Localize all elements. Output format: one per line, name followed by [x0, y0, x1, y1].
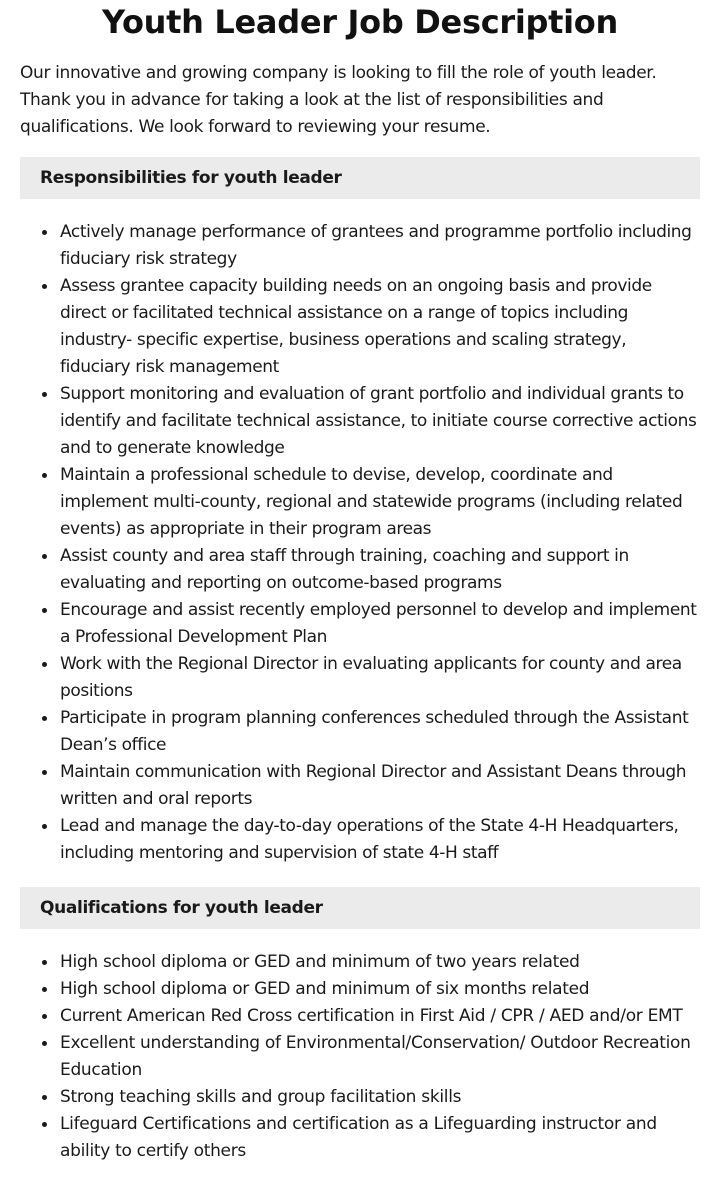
list-item: Work with the Regional Director in evaluating applicants for county and area positions: [60, 651, 700, 705]
responsibilities-list: [20, 219, 700, 867]
list-item: Assist county and area staff through training, coaching and support in evaluating and reporting on outcome-based programs: [60, 543, 700, 597]
list-item: High school diploma or GED and minimum of six months related: [60, 976, 700, 1003]
list-item: Maintain communication with Regional Director and Assistant Deans through written and oral reports: [60, 759, 700, 813]
list-item: Maintain a professional schedule to devise, develop, coordinate and implement multi-county, regional and statewide programs (including related events) as appropriate in their program areas: [60, 462, 700, 543]
list-item: Lead and manage the day-to-day operations of the State 4-H Headquarters, including mentoring and supervision of state 4-H staff: [60, 813, 700, 867]
list-item: Participate in program planning conferences scheduled through the Assistant Dean’s office: [60, 705, 700, 759]
list-item: Support monitoring and evaluation of grant portfolio and individual grants to identify and facilitate technical assistance, to initiate course corrective actions and to generate knowledge: [60, 381, 700, 462]
list-item: Assess grantee capacity building needs on an ongoing basis and provide direct or facilitated technical assistance on a range of topics including industry- specific expertise, business operations and scaling strategy, fiduciary risk management: [60, 273, 700, 381]
list-item: Actively manage performance of grantees and programme portfolio including fiduciary risk strategy: [60, 219, 700, 273]
list-item: High school diploma or GED and minimum of two years related: [60, 949, 700, 976]
list-item: Excellent understanding of Environmental/Conservation/ Outdoor Recreation Education: [60, 1030, 700, 1084]
list-item: Current American Red Cross certification in First Aid / CPR / AED and/or EMT: [60, 1003, 700, 1030]
page-title: Youth Leader Job Description: [102, 3, 618, 41]
qualifications-heading: Qualifications for youth leader: [20, 887, 700, 929]
list-item: Encourage and assist recently employed personnel to develop and implement a Professional Development Plan: [60, 597, 700, 651]
qualifications-list: [20, 949, 700, 1165]
list-item: Lifeguard Certifications and certification as a Lifeguarding instructor and ability to certify others: [60, 1111, 700, 1165]
list-item: Strong teaching skills and group facilitation skills: [60, 1084, 700, 1111]
responsibilities-heading: Responsibilities for youth leader: [20, 157, 700, 199]
intro-paragraph: Our innovative and growing company is looking to fill the role of youth leader. Thank you in advance for taking a look at the list of responsibilities and qualifications. We look forward to reviewing your resume.: [20, 63, 657, 137]
